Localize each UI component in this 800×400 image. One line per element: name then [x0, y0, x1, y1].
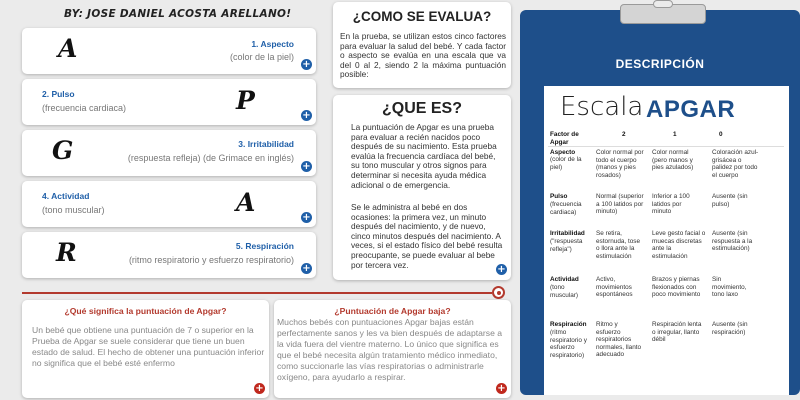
table-row-pulso-2: Normal (superior a 100 latidos por minuto): [596, 193, 644, 216]
table-row-actividad-factor: Actividad: [550, 276, 579, 283]
expand-puntuacion-baja-button[interactable]: +: [497, 383, 506, 394]
expand-significa-button[interactable]: +: [255, 383, 264, 394]
aspecto-subtitle: (color de la piel): [229, 52, 294, 62]
table-row-respiracion-1: Respiración lenta o irregular, llanto débil: [652, 321, 702, 344]
section-divider: [22, 292, 492, 294]
apgar-card-pulso: [22, 79, 316, 125]
table-row-respiracion-factor: Respiración: [550, 321, 587, 328]
apgar-card-aspecto: [22, 28, 316, 74]
apgar-letter-a: A: [58, 34, 78, 63]
table-row-irritabilidad-factor: Irritabilidad: [550, 230, 585, 237]
table-row-pulso-factor-sub: (frecuencia cardiaca): [550, 201, 582, 216]
table-row-respiracion-2: Ritmo y esfuerzo respiratorios normales, llanto adecuado: [596, 321, 642, 359]
descripcion-header: DESCRIPCIÓN: [615, 57, 705, 71]
puntuacion-baja-title: ¿Puntuación de Apgar baja?: [334, 306, 451, 316]
table-header-1: 1: [673, 131, 677, 138]
como-se-evalua-title: ¿COMO SE EVALUA?: [352, 9, 492, 24]
que-es-card: [333, 95, 511, 280]
apgar-card-actividad: [22, 181, 316, 227]
clipboard-clip-hole: [653, 0, 673, 8]
actividad-subtitle: (tono muscular): [42, 205, 105, 215]
table-header-factor: Factor de Apgar: [550, 131, 579, 146]
table-row-actividad-factor-sub: (tono muscular): [550, 284, 579, 299]
apgar-card-irritabilidad: [22, 130, 316, 176]
que-es-paragraph-1: La puntuación de Apgar es una prueba para evaluar a recién nacidos poco después de su nacimiento. Esta prueba evalúa la frecuencia cardíaca del bebé, su tono muscular y otros signos para determinar si necesita ayuda médica adicional o de emergencia.: [351, 122, 497, 190]
divider-ornament-icon: [492, 286, 505, 299]
table-row-actividad-2: Activo, movimientos espontáneos: [596, 276, 633, 299]
significa-text: Un bebé que obtiene una puntuación de 7 o superior en la Prueba de Apgar se suele considerar que tiene un buen estado de salud. El hecho de obtener una puntuación inferior no significa que el bebé esté enfermo: [32, 325, 265, 368]
table-row-irritabilidad-0: Ausente (sin respuesta a la estimulación): [712, 230, 753, 253]
apgar-card-respiracion: [22, 232, 316, 278]
pulso-subtitle: (frecuencia cardiaca): [42, 103, 127, 113]
table-row-aspecto-0: Coloración azul-grisácea o palidez por todo el cuerpo: [712, 149, 759, 179]
significa-title: ¿Qué significa la puntuación de Apgar?: [64, 306, 227, 316]
expand-aspecto-button[interactable]: +: [302, 59, 311, 70]
table-row-aspecto-1: Color normal (pero manos y pies azulados): [652, 149, 694, 172]
expand-que-es-button[interactable]: +: [497, 264, 506, 275]
expand-actividad-button[interactable]: +: [302, 212, 311, 223]
respiracion-subtitle: (ritmo respiratorio y esfuerzo respiratorio): [128, 255, 294, 265]
table-row-respiracion-factor-sub: (ritmo respiratorio y esfuerzo respiratorio): [550, 329, 587, 359]
irritabilidad-subtitle: (respuesta refleja) (de Grimace en inglés): [127, 153, 294, 163]
que-es-title: ¿QUE ES?: [381, 100, 462, 117]
irritabilidad-title: 3. Irritabilidad: [238, 139, 294, 149]
table-row-irritabilidad-2: Se retira, estornuda, tose o llora ante la estimulación: [596, 230, 641, 260]
table-row-aspecto-factor-sub: (color de la piel): [550, 156, 582, 171]
significa-card: [22, 300, 269, 398]
table-row-aspecto-factor: Aspecto: [550, 149, 576, 156]
table-header-2: 2: [622, 131, 626, 138]
aspecto-title: 1. Aspecto: [251, 39, 294, 49]
expand-pulso-button[interactable]: +: [302, 110, 311, 121]
pulso-title: 2. Pulso: [42, 89, 75, 99]
apgar-letter-g: G: [52, 136, 74, 165]
expand-respiracion-button[interactable]: +: [302, 263, 311, 274]
puntuacion-baja-text: Muchos bebés con puntuaciones Apgar bajas están perfectamente sanos y les va bien después de adaptarse a la vida fuera del vientre materno. Lo único que significa es que el bebé necesita algún tratamiento médico inmediato, como succionarle las vías respiratorias o administrarle oxígeno, para ayudarlo a respirar.: [277, 317, 503, 382]
actividad-title: 4. Actividad: [42, 191, 90, 201]
table-row-actividad-1: Brazos y piernas flexionados con poco movimiento: [652, 276, 701, 299]
table-header-rule: [548, 146, 784, 147]
puntuacion-baja-card: [274, 300, 511, 398]
table-row-pulso-factor: Pulso: [550, 193, 568, 200]
como-se-evalua-text: En la prueba, se utilizan estos cinco factores para evaluar la salud del bebé. Y cada factor o aspecto se evalúa en una escala que va del 0 al 2, siendo 2 la máxima puntuación posible:: [340, 31, 506, 80]
respiracion-title: 5. Respiración: [235, 241, 294, 251]
table-row-respiracion-0: Ausente (sin respiración): [712, 321, 748, 336]
que-es-paragraph-2: Se le administra al bebé en dos ocasiones: la primera vez, un minuto después del nacimiento, y de nuevo, cinco minutos después del nacimiento. A veces, si el estado físico del bebé resulta preocupante, se puede evaluar al bebe por tercera vez.: [351, 202, 503, 270]
expand-irritabilidad-button[interactable]: +: [302, 161, 311, 172]
apgar-letter-p: P: [236, 86, 255, 115]
table-row-pulso-1: Inferior a 100 latidos por minuto: [652, 193, 690, 216]
como-se-evalua-card: [333, 2, 511, 88]
table-row-pulso-0: Ausente (sin pulso): [712, 193, 748, 208]
table-row-actividad-0: Sin movimiento, tono laxo: [712, 276, 747, 299]
escala-heading: Escala: [560, 92, 644, 122]
table-row-aspecto-2: Color normal por todo el cuerpo (manos y pies rosados): [596, 149, 644, 179]
table-row-irritabilidad-1: Leve gesto facial o muecas discretas ante la estimulación: [652, 230, 706, 260]
table-row-irritabilidad-factor-sub: ("respuesta refleja"): [550, 238, 583, 253]
apgar-letter-r: R: [56, 238, 77, 267]
author-credit: BY: JOSE DANIEL ACOSTA ARELLANO!: [64, 8, 292, 20]
apgar-heading: APGAR: [646, 96, 736, 123]
apgar-letter-a2: A: [236, 188, 256, 217]
table-header-0: 0: [719, 131, 723, 138]
